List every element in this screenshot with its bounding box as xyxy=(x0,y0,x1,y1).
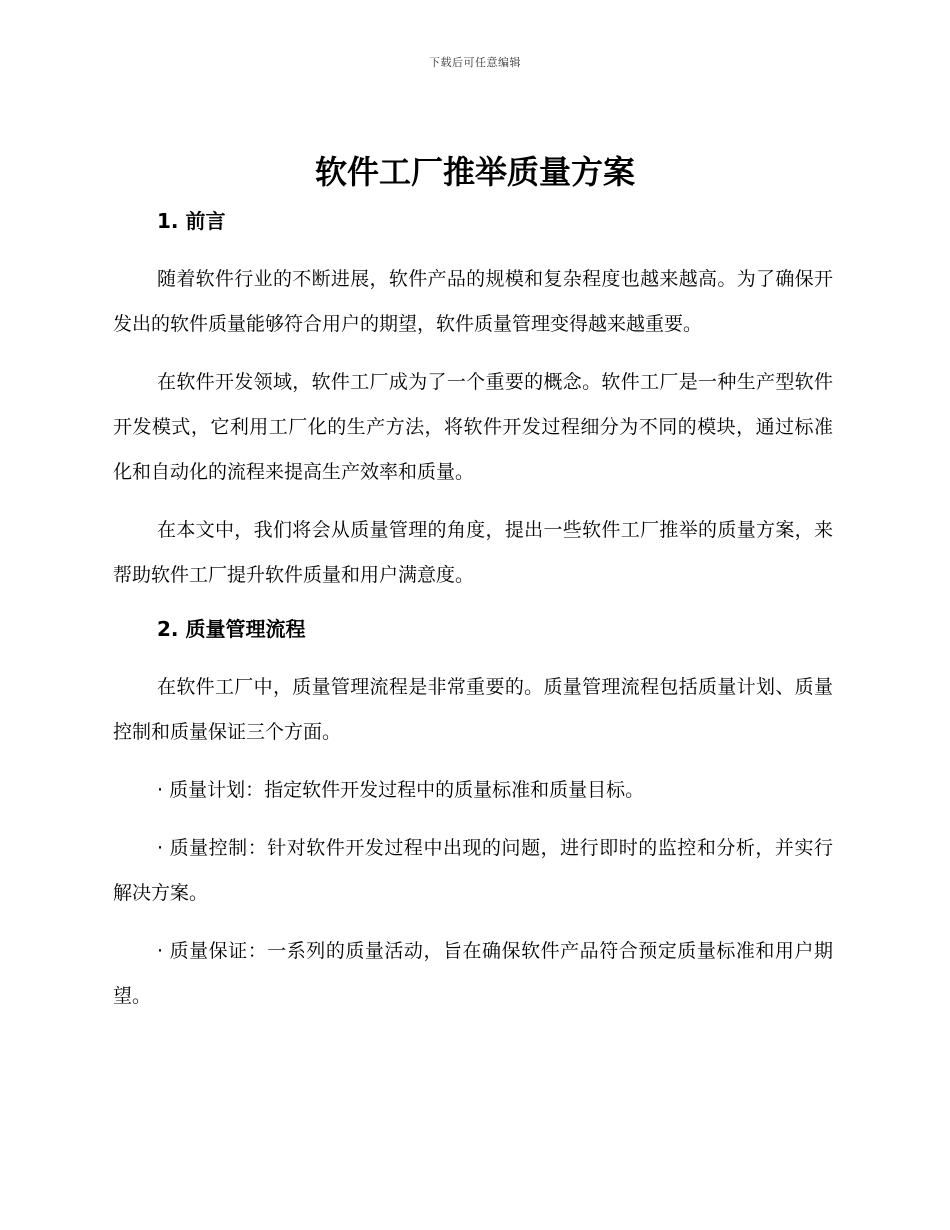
page-title: 软件工厂推举质量方案 xyxy=(314,153,635,191)
bullet-item-quality-assurance: · 质量保证：一系列的质量活动，旨在确保软件产品符合预定质量标准和用户期望。 xyxy=(113,940,833,1007)
paragraph: 在软件工厂中，质量管理流程是非常重要的。质量管理流程包括质量计划、质量控制和质量保证三个方面。 xyxy=(113,676,833,743)
section-heading-quality-process: 2. 质量管理流程 xyxy=(157,617,306,641)
document-body xyxy=(113,203,833,1019)
paragraph: 在软件开发领域，软件工厂成为了一个重要的概念。软件工厂是一种生产型软件开发模式，它利用工厂化的生产方法，将软件开发过程细分为不同的模块，通过标准化和自动化的流程来提高生产效率和质量。 xyxy=(113,371,833,483)
section-heading-preface: 1. 前言 xyxy=(157,209,226,233)
bullet-item-quality-plan: · 质量计划：指定软件开发过程中的质量标准和质量目标。 xyxy=(157,779,645,801)
header-note: 下载后可任意编辑 xyxy=(429,56,521,69)
paragraph: 随着软件行业的不断进展，软件产品的规模和复杂程度也越来越高。为了确保开发出的软件质量能够符合用户的期望，软件质量管理变得越来越重要。 xyxy=(113,268,833,335)
paragraph: 在本文中，我们将会从质量管理的角度，提出一些软件工厂推举的质量方案，来帮助软件工厂提升软件质量和用户满意度。 xyxy=(113,519,833,586)
bullet-item-quality-control: · 质量控制：针对软件开发过程中出现的问题，进行即时的监控和分析，并实行解决方案。 xyxy=(113,837,833,904)
